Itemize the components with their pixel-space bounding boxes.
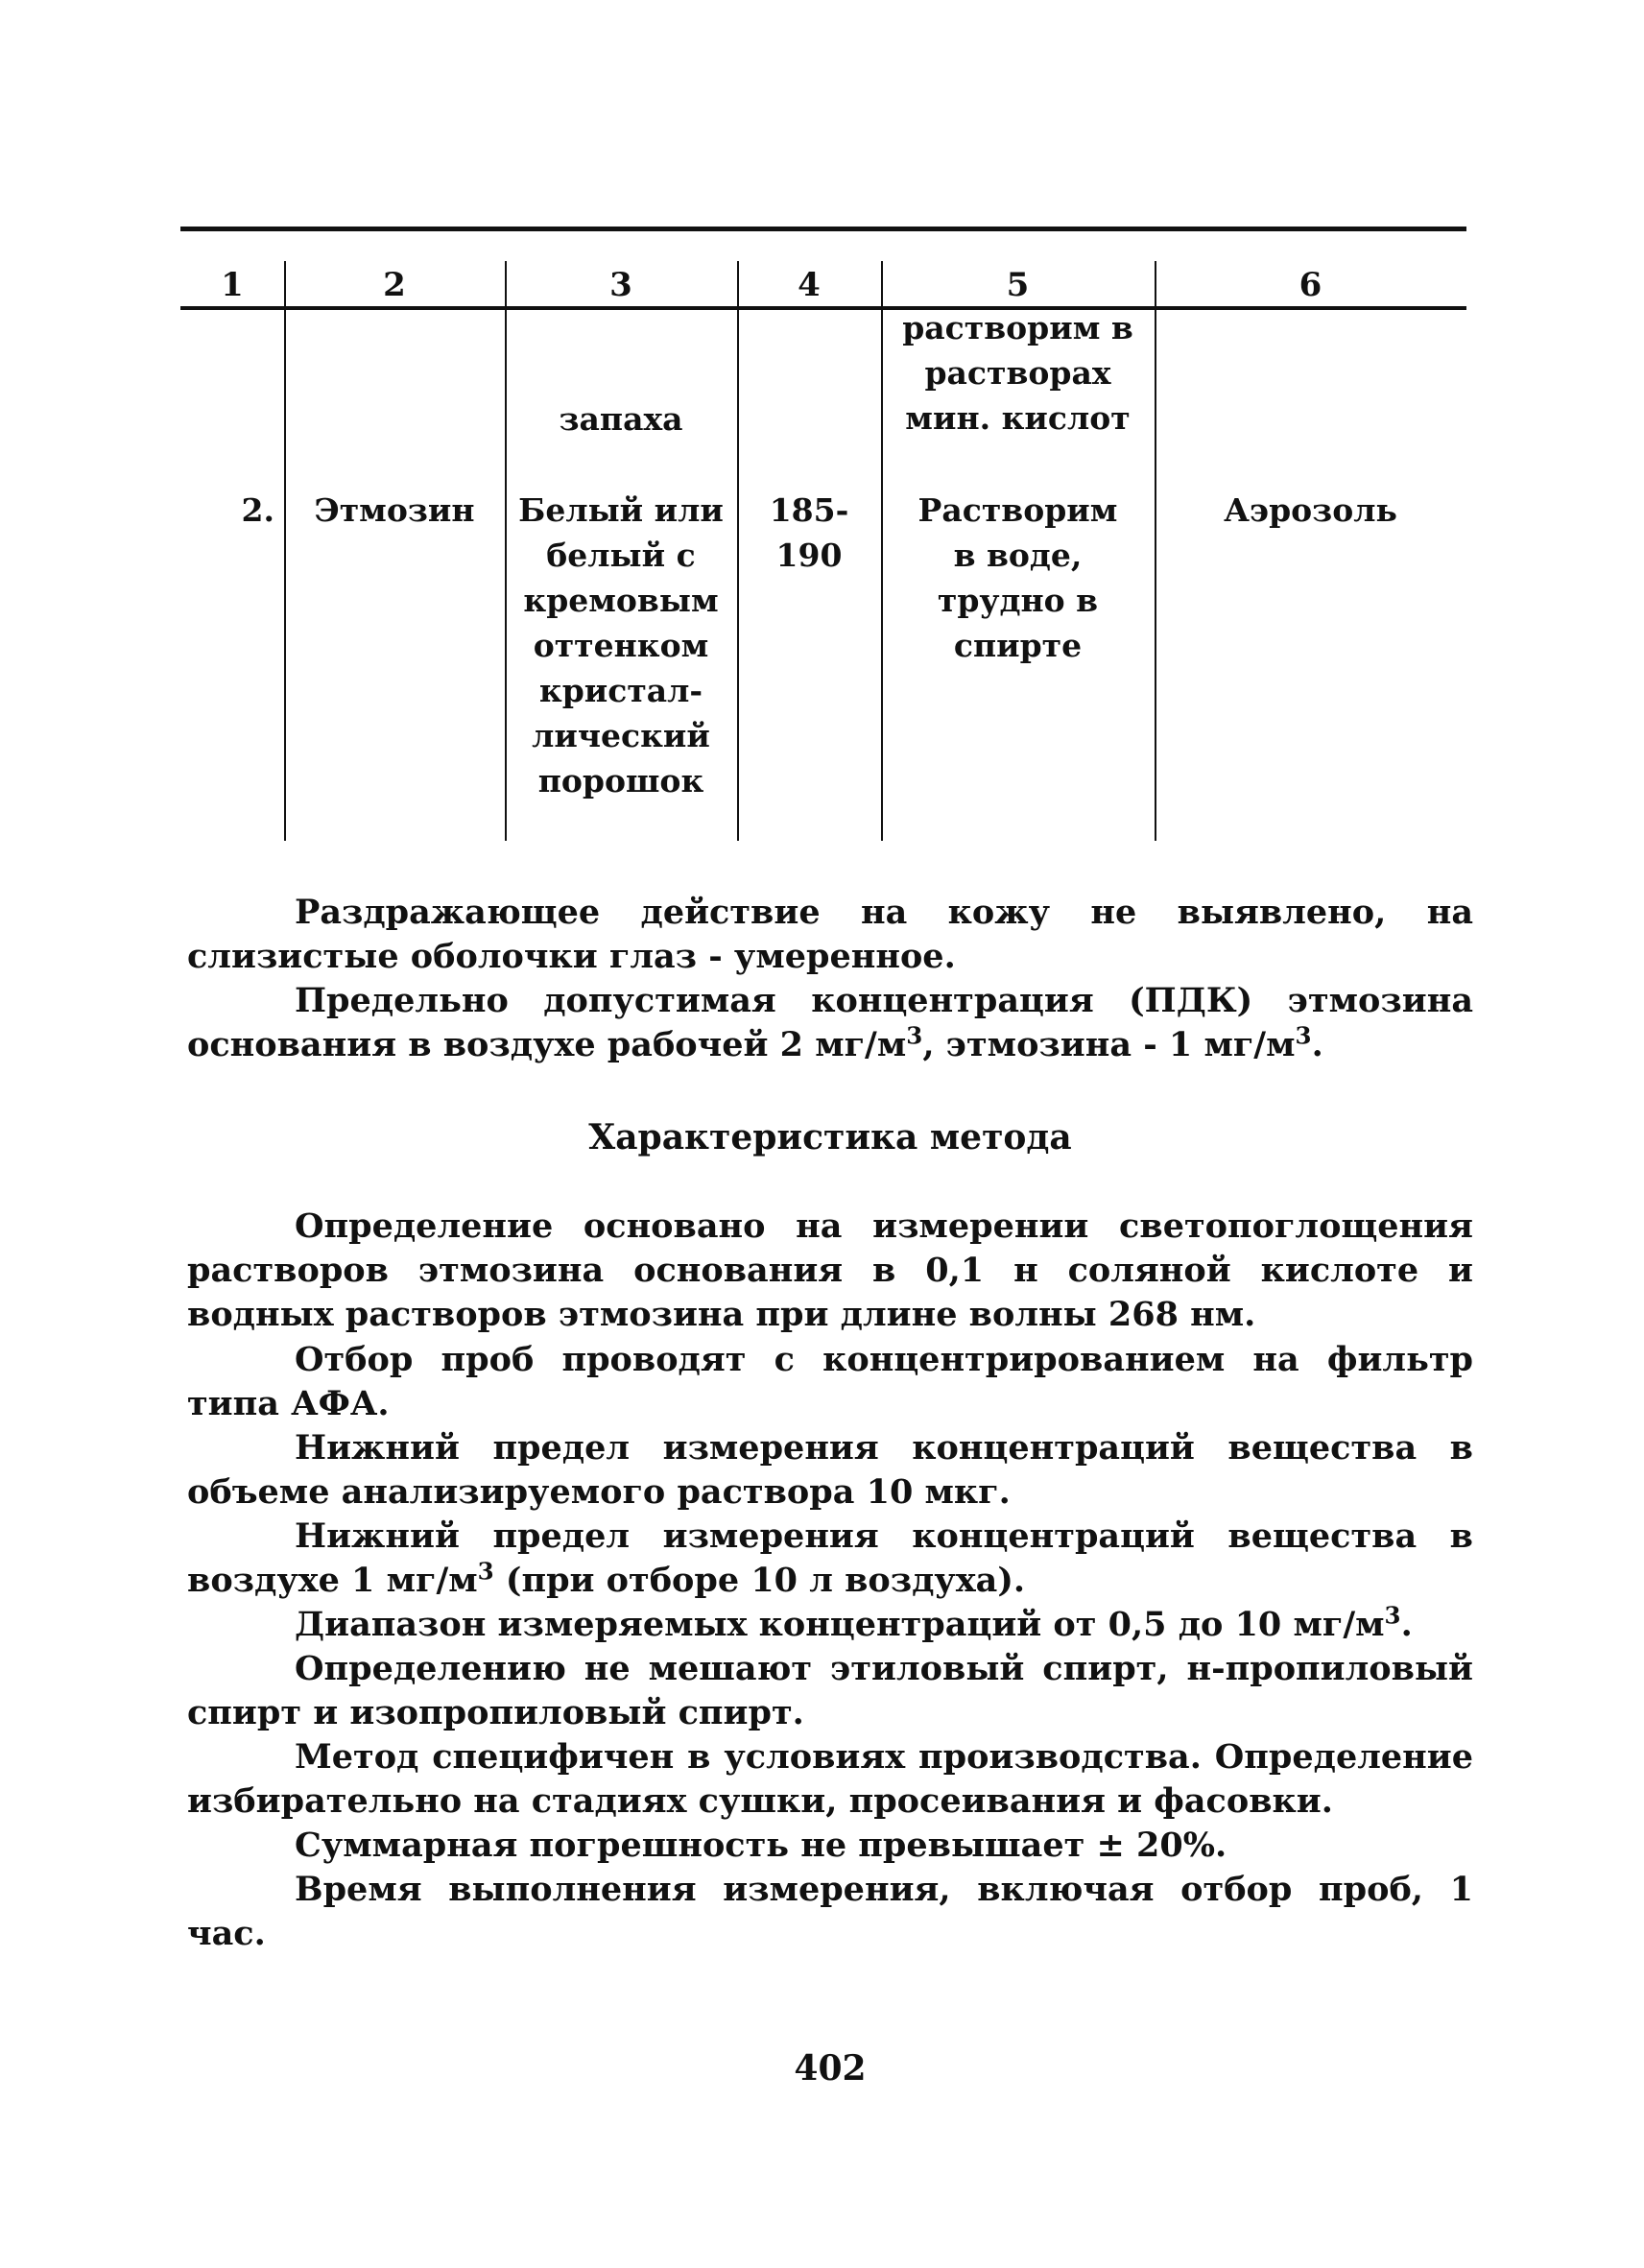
- paragraph-principle: Определение основано на измерении светопоглощения растворов этмозина основания в 0,1 н соляной кислоте и водных растворов этмозина при длине волны 268 нм.: [187, 1206, 1473, 1334]
- aggregate-state-cell: Аэрозоль: [1224, 491, 1397, 529]
- paragraph-specificity: Метод специфичен в условиях производства. Определение избирательно на стадиях сушки, просеивания и фасовки.: [187, 1737, 1473, 1821]
- table-top-rule: [180, 227, 1466, 231]
- solubility-cell: Растворим в воде, трудно в спирте: [917, 491, 1118, 664]
- melting-point-cell: 185- 190: [769, 491, 849, 574]
- table-header-3: 3: [609, 266, 632, 304]
- continuation-col3: запаха: [559, 400, 683, 438]
- table-col-divider: [1155, 309, 1156, 841]
- paragraph-interference: Определению не мешают этиловый спирт, н-пропиловый спирт и изопропиловый спирт.: [187, 1649, 1473, 1732]
- properties-table: [180, 227, 1466, 841]
- paragraph-irritation: Раздражающее действие на кожу не выявлено, на слизистые оболочки глаз - умеренное.: [187, 893, 1473, 976]
- table-header-6: 6: [1299, 266, 1322, 304]
- section-heading: Характеристика метода: [588, 1117, 1072, 1158]
- paragraph-lower-limit-air: Нижний предел измерения концентраций вещества в воздухе 1 $мг/м^3$ (при отборе 10 л воздуха).: [187, 1516, 1473, 1600]
- page-number: 402: [794, 2048, 867, 2089]
- paragraph-error: Суммарная погрешность не превышает ± 20%.: [295, 1826, 1227, 1865]
- table-header-5: 5: [1006, 266, 1030, 304]
- continuation-col5: растворим в растворах мин. кислот: [902, 309, 1133, 437]
- paragraph-lower-limit-solution: Нижний предел измерения концентраций вещества в объеме анализируемого раствора 10 мкг.: [187, 1428, 1473, 1512]
- paragraph-time: Время выполнения измерения, включая отбор проб, 1 час.: [187, 1870, 1473, 1953]
- table-col-divider: [284, 309, 286, 841]
- table-header-2: 2: [383, 266, 406, 304]
- appearance-cell: Белый или белый с кремовым оттенком кристал- лический порошок: [518, 491, 724, 800]
- row-number: 2.: [241, 491, 274, 529]
- table-header-4: 4: [798, 266, 821, 304]
- substance-name: Этмозин: [314, 491, 475, 529]
- table-header-1: 1: [221, 266, 244, 304]
- paragraph-sampling: Отбор проб проводят с концентрированием на фильтр типа АФА.: [187, 1340, 1473, 1423]
- paragraph-range: Диапазон измеряемых концентраций от 0,5 до 10 $мг/м^3$.: [295, 1601, 1413, 1644]
- paragraph-pdk: Предельно допустимая концентрация (ПДК) этмозина основания в воздухе рабочей 2 $мг/м^3$, этмозина - 1 $мг/м^3$.: [187, 981, 1473, 1064]
